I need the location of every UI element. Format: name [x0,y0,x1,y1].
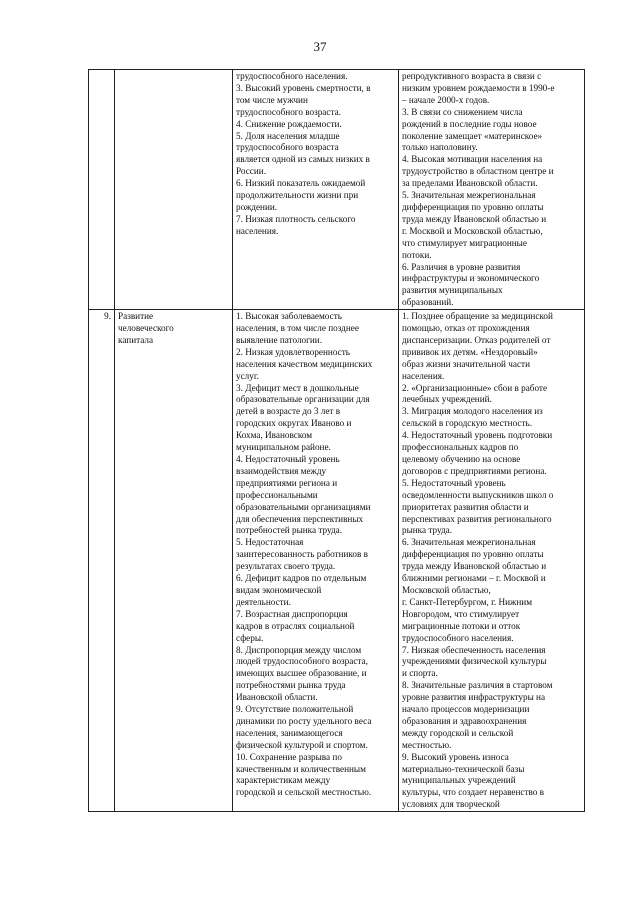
text-line: детей в возрасте до 3 лет в [236,406,341,417]
text-line: за пределами Ивановской области. [402,178,538,189]
text-line: потребностями рынка труда [236,680,346,691]
text-line: труда между Ивановской областью и [402,213,547,224]
text-line: начало процессов модернизации [402,704,530,715]
text-line: взаимодействия между [236,465,327,476]
text-line: 4. Недостаточный уровень [236,454,340,464]
text-line: рынка труда. [402,525,453,536]
text-line: муниципальных учреждений [402,775,516,786]
text-line: трудоспособного возраста. [236,106,341,117]
text-line: материально-технической базы [402,763,525,774]
row-number-cell [89,70,115,310]
problems-cell [233,70,399,310]
text-line: целевому обучению на основе [402,454,521,464]
text-line: Ивановской области. [236,692,318,703]
causes-cell [399,70,585,310]
text-line: прививок их детям. «Нездоровый» [402,346,538,357]
text-line: 5. Недостаточная [236,537,304,548]
text-line: трудоспособного населения. [402,632,514,643]
text-line: населения качеством медицинских [236,358,373,369]
text-line: помощью, отказ от прохождения [402,323,530,334]
text-line: что стимулирует миграционные [402,237,527,248]
text-line: для обеспечения перспективных [236,513,364,524]
text-line: 3. В связи со снижением числа [402,106,523,117]
text-line: 8. Диспропорция между числом [236,644,362,655]
text-line: 4. Снижение рождаемости. [236,118,342,129]
text-line: 7. Низкая обеспеченность населения [402,644,546,655]
text-line: инфраструктуры и экономического [402,273,540,284]
text-line: характеристикам между [236,775,331,786]
text-line: приоритетах развития области и [402,501,529,512]
text-line: рождений в последние годы новое [402,118,537,129]
text-line: между городской и сельской [402,727,514,738]
text-line: динамики по росту удельного веса [236,715,372,726]
text-line: 5. Доля населения младше [236,130,340,141]
text-line: 7. Возрастная диспропорция [236,608,348,619]
text-line: потоки. [402,249,432,260]
row-number-cell: 9. [89,310,115,812]
page-number: 37 [313,39,327,54]
text-line: 2. «Организационные» сбои в работе [402,382,548,393]
text-line: 3. Миграция молодого населения из [402,406,543,417]
table-row [89,70,585,310]
problems-cell [233,310,399,812]
text-line: физической культурой и спортом. [236,739,368,750]
text-line: 5. Недостаточный уровень [402,477,506,488]
text-line: 6. Дефицит кадров по отдельным [236,573,367,584]
text-line: образовательными организациями [236,501,371,512]
text-line: 4. Недостаточный уровень подготовки [402,430,553,441]
text-line: качественным и количественным [236,763,366,774]
text-line: образований. [402,297,454,308]
text-line: осведомленности выпускников школ о [402,489,554,500]
text-line: дифференциация по уровню оплаты [402,549,544,560]
text-line: образования и здравоохранения [402,715,527,726]
text-line: только наполовину. [402,142,478,153]
text-line: видам экономической [236,584,322,595]
text-line: Московской областью, [402,584,491,595]
text-line: городских округах Иваново и [236,418,352,429]
text-line: населения. [236,225,279,236]
text-line: Развитие [118,311,154,322]
text-line: культуры, что создает неравенство в [402,787,545,798]
text-line: том числе мужчин [236,94,308,105]
text-line: 8. Значительные различия в стартовом [402,680,553,691]
text-line: заинтересованность работников в [236,549,368,560]
text-line: 1. Высокая заболеваемость [236,311,342,322]
causes-cell [399,310,585,812]
text-line: услуг. [236,370,259,381]
text-line: низким уровнем рождаемости в 1990-е [402,82,555,93]
text-line: человеческого [118,323,174,334]
text-line: продолжительности жизни при [236,190,359,201]
text-line: 2. Низкая удовлетворенность [236,346,350,357]
text-line: 7. Низкая плотность сельского [236,213,356,224]
text-line: 6. Различия в уровне развития [402,261,521,272]
text-line: трудоспособного населения. [236,71,348,81]
text-line: профессиональными [236,489,318,500]
text-line: диспансеризации. Отказ родителей от [402,334,551,345]
text-line: лечебных учреждений. [402,394,492,405]
text-line: миграционные потоки и отток [402,620,521,631]
text-line: муниципальном районе. [236,442,331,453]
text-line: кадров в отраслях социальной [236,620,355,631]
text-line: 1. Позднее обращение за медицинской [402,311,553,322]
text-line: местностью. [402,739,452,750]
text-line: 6. Низкий показатель ожидаемой [236,178,366,189]
text-line: Кохма, Ивановском [236,430,313,441]
text-line: условиях для творческой [402,799,500,810]
text-line: – начале 2000-х годов. [402,94,490,105]
text-line: учреждениями физической культуры [402,656,547,667]
text-line: 3. Высокий уровень смертности, в [236,82,371,93]
text-line: профессиональных кадров по [402,442,519,453]
text-line: потребностей рынка труда. [236,525,343,536]
text-line: населения, занимающегося [236,727,343,738]
direction-name-cell [115,310,233,812]
text-line: дифференциация по уровню оплаты [402,201,544,212]
text-line: 9. Отсутствие положительной [236,704,354,715]
text-line: сферы. [236,632,264,643]
text-line: является одной из самых низких в [236,154,370,165]
text-line: 3. Дефицит мест в дошкольные [236,382,359,393]
text-line: г. Санкт-Петербургом, г. Нижним [402,596,533,607]
text-line: населения, в том числе позднее [236,323,359,334]
text-line: капитала [118,334,154,345]
text-line: людей трудоспособного возраста, [236,656,368,667]
text-line: образ жизни значительной части [402,358,530,369]
text-line: рождении. [236,201,278,212]
text-line: перспективах развития регионального [402,513,552,524]
text-line: ближними регионами – г. Москвой и [402,573,546,584]
text-line: трудоспособного возраста [236,142,339,153]
text-line: имеющих высшее образование, и [236,668,367,679]
text-line: населения. [402,370,445,381]
text-line: и спорта. [402,668,438,679]
text-line: трудоустройство в областном центре и [402,166,554,177]
text-line: образовательные организации для [236,394,370,405]
text-line: 10. Сохранение разрыва по [236,751,342,762]
table-row [89,310,585,812]
text-line: поколение замещает «материнское» [402,130,543,141]
text-line: договоров с предприятиями региона. [402,465,547,476]
text-line: сельской в городскую местность. [402,418,532,429]
text-line: 5. Значительная межрегиональная [402,190,536,201]
strategy-table [88,69,585,812]
text-line: результатах своего труда. [236,561,336,572]
text-line: городской и сельской местностью. [236,787,372,798]
text-line: репродуктивного возраста в связи с [402,71,542,81]
text-line: г. Москвой и Московской областью, [402,225,543,236]
text-line: 4. Высокая мотивация населения на [402,154,543,165]
text-line: 9. Высокий уровень износа [402,751,509,762]
text-line: развития муниципальных [402,285,503,296]
text-line: деятельности. [236,596,291,607]
text-line: Новгородом, что стимулирует [402,608,520,619]
direction-name-cell [115,70,233,310]
text-line: выявление патологии. [236,334,323,345]
text-line: России. [236,166,266,177]
text-line: 6. Значительная межрегиональная [402,537,536,548]
text-line: уровне развития инфраструктуры на [402,692,546,703]
text-line: труда между Ивановской областью и [402,561,547,572]
text-line: предприятиями региона и [236,477,338,488]
